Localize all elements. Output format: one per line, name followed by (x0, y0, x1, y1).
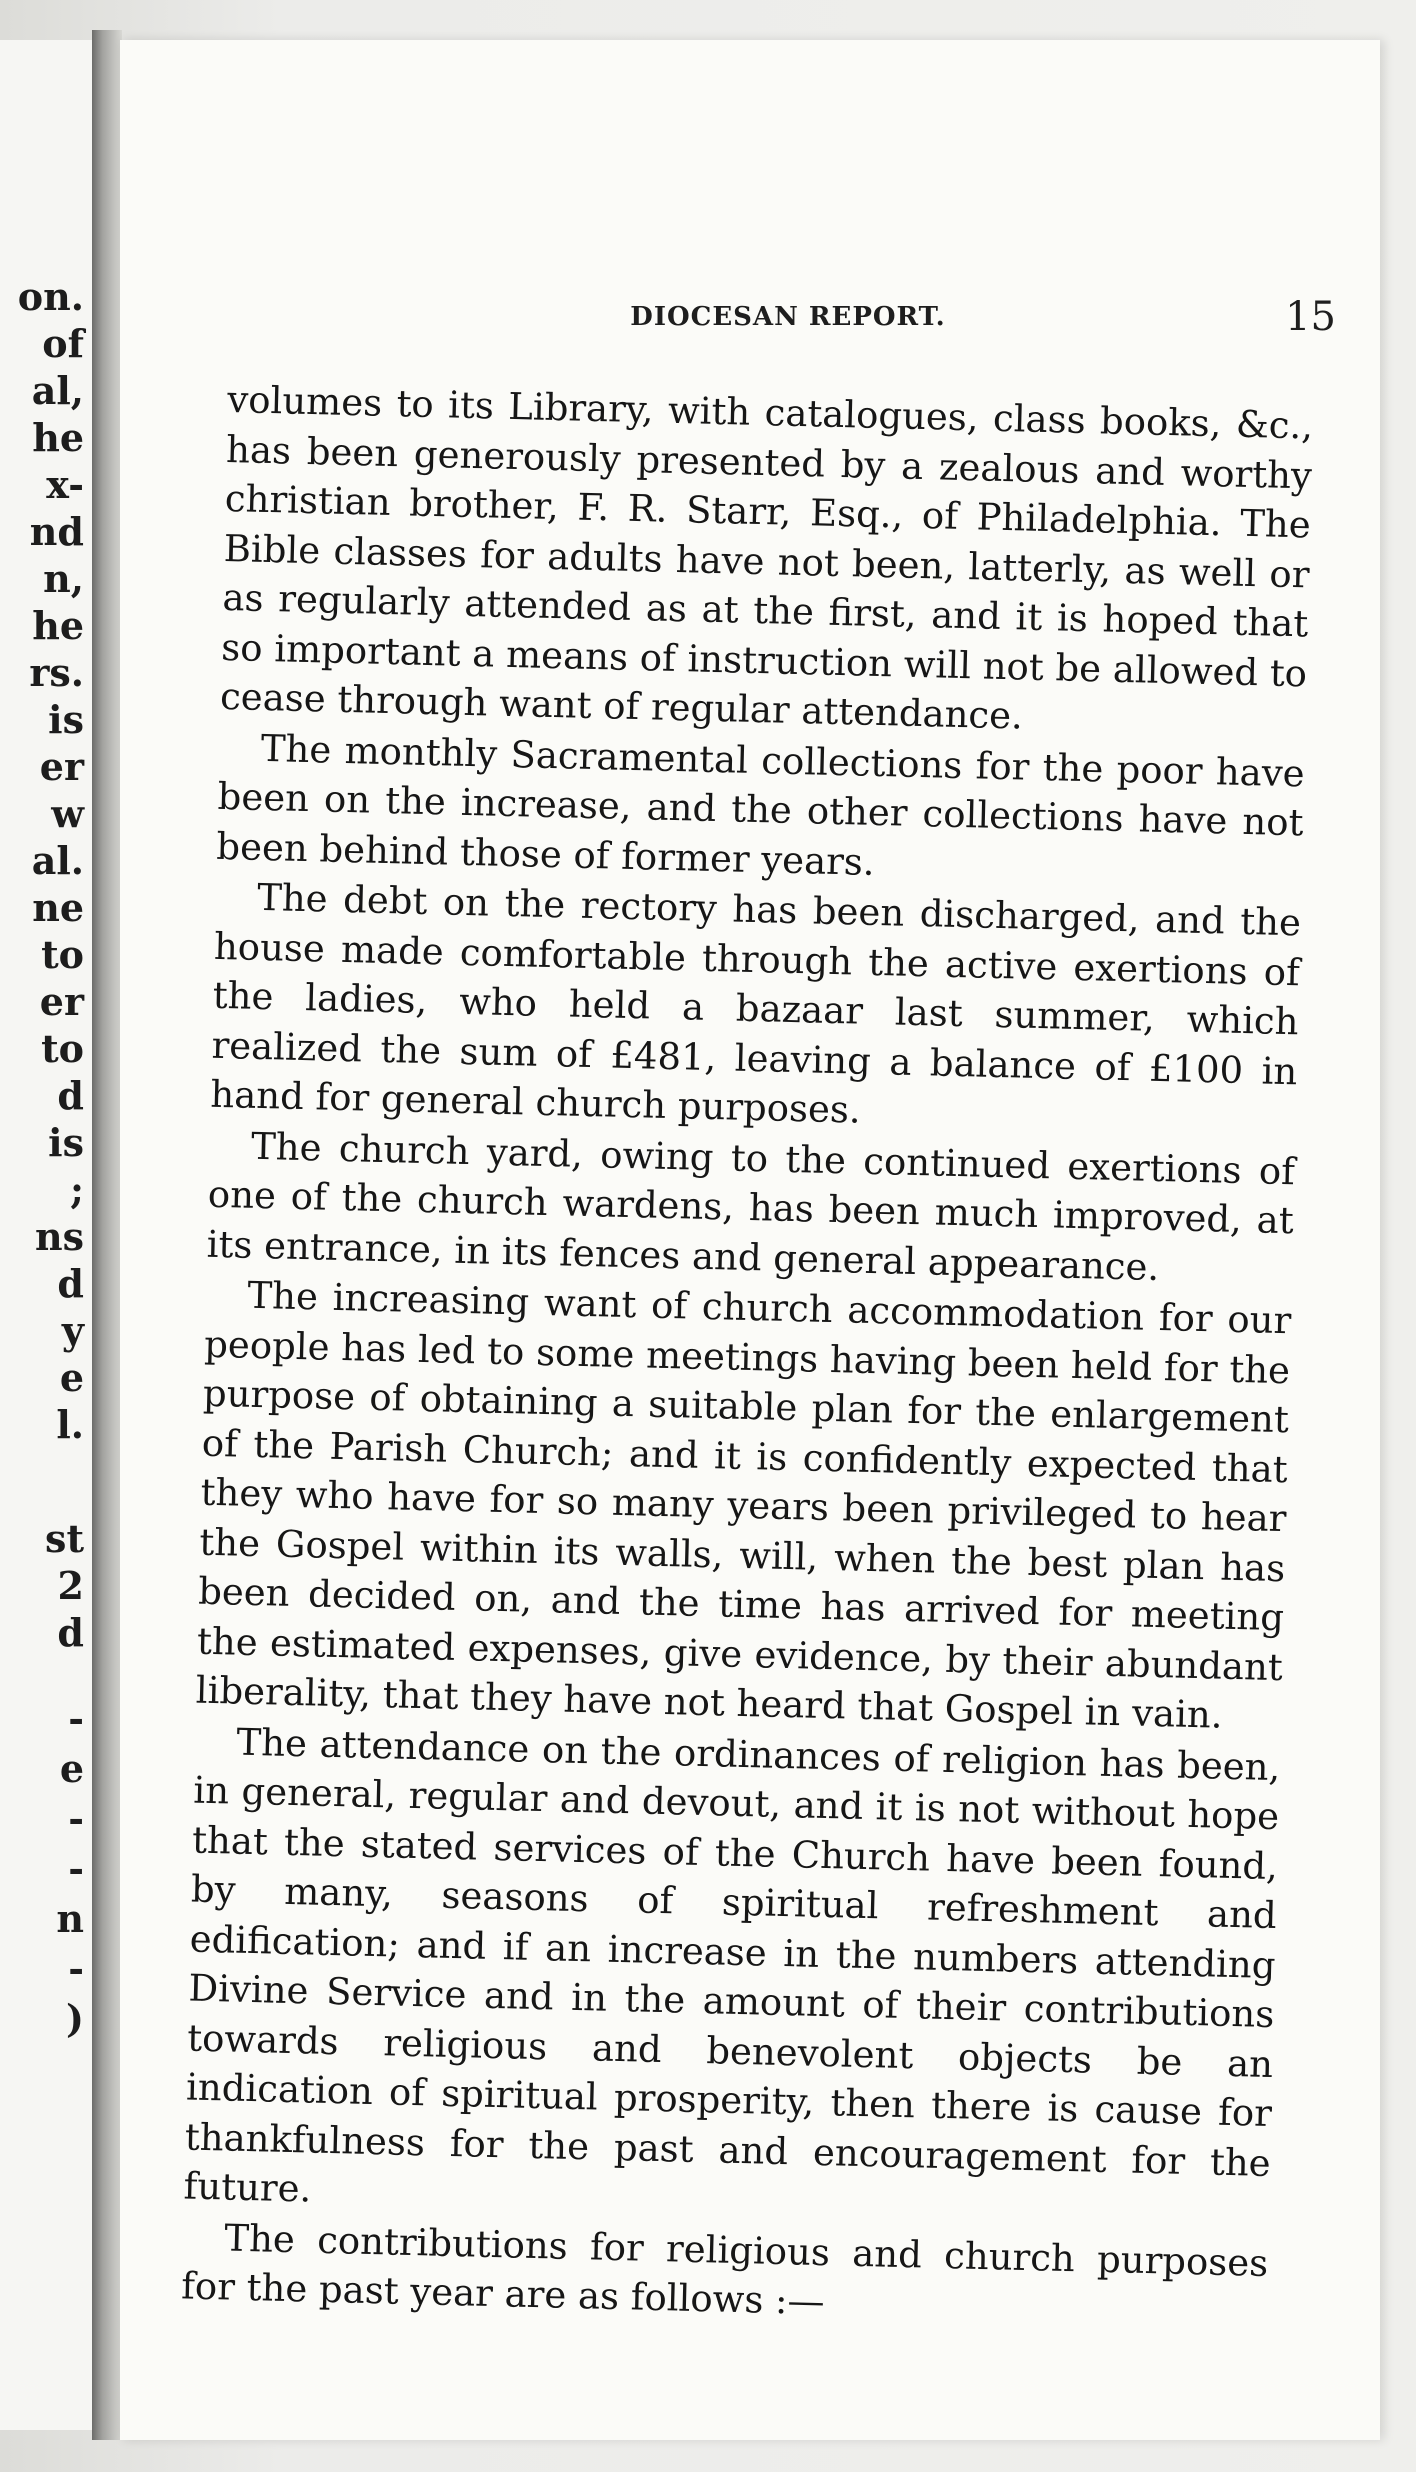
left-fragment-text: n (56, 1896, 84, 1941)
left-fragment-text: he (32, 415, 84, 460)
left-fragment-text: x- (46, 462, 84, 507)
left-fragment-text: - (68, 1796, 84, 1841)
book-binding-shadow (92, 30, 122, 2440)
paragraph: The attendance on the ordinances of religion has been, in general, regular and devout, and it is not without hope that the stated services of the Church have been found, by many, seasons of spiritual refreshment and edification; and if an increase in the numbers attending Divine Service and in the amount of their contributions towards religious and benevolent objects be an indication of spiritual prosperity, then there is cause for thankfulness for the past and encouragement for the future. (183, 1720, 1281, 2211)
left-fragment-text: ne (32, 885, 84, 930)
left-fragment-text: e (59, 1746, 84, 1791)
paragraph: The contributions for religious and church purposes for the past year are as follows :— (180, 2215, 1269, 2324)
left-fragment-text: w (51, 791, 84, 836)
main-page (120, 40, 1380, 2440)
left-fragment-text: d (57, 1261, 84, 1306)
paragraph: The increasing want of church accommodation for our people has led to some meetings having been held for the purpose of obtaining a suitable plan for the enlargement of the Parish Church; and it is confidently expected that they who have for so many years been privileged to hear the Gospel within its walls, will, when the best plan has been decided on, and the time has arrived for meeting the estimated expenses, give evidence, by their abundant liberality, that they have not heard that Gospel in vain. (195, 1273, 1292, 1737)
left-fragment-text: l. (56, 1402, 84, 1447)
left-fragment-text: st (45, 1516, 84, 1561)
left-fragment-text: e (59, 1355, 84, 1400)
left-fragment-text: ; (69, 1167, 84, 1212)
left-fragment-text: he (32, 603, 84, 648)
left-fragment-text: of (42, 321, 84, 366)
left-fragment-text: y (61, 1308, 84, 1353)
left-fragment-text: on. (17, 274, 84, 319)
page-header (240, 294, 1336, 362)
left-fragment-text: to (41, 1026, 84, 1071)
left-fragment-text: to (41, 932, 84, 977)
left-fragment-text: al, (31, 368, 84, 413)
left-fragment-text: d (57, 1610, 84, 1655)
left-fragment-text: is (48, 697, 84, 742)
left-fragment-text: er (39, 744, 84, 789)
left-fragment-text: ) (66, 1996, 84, 2041)
left-fragment-text: rs. (29, 650, 84, 695)
left-fragment-text: ns (34, 1214, 84, 1259)
paragraph: The church yard, owing to the continued exertions of one of the church wardens, has been much improved, at its entrance, in its fences and general appearance. (206, 1124, 1296, 1289)
left-fragment-text: n, (43, 556, 84, 601)
running-title: DIOCESAN REPORT. (630, 302, 946, 332)
body-text (180, 375, 1314, 2324)
left-fragment-text: nd (29, 509, 84, 554)
left-fragment-text: al. (31, 838, 84, 883)
left-fragment-text: d (57, 1073, 84, 1118)
left-fragment-text: - (68, 1946, 84, 1991)
paragraph: volumes to its Library, with catalogues, class books, &c., has been generously presented by a zealous and worthy christian brother, F. R. Starr, Esq., of Philadelphia. The Bible classes for adults have not been, latterly, as well or as regularly attended as at the first, and it is hoped that so important a means of instruction will not be allowed to cease through want of regular attendance. (219, 377, 1314, 738)
left-page-fragment (0, 40, 92, 2430)
left-fragment-text: - (68, 1696, 84, 1741)
left-fragment-text: is (48, 1120, 84, 1165)
page-number: 15 (1285, 294, 1336, 340)
paragraph: The debt on the rectory has been discharged, and the house made comfortable through the active exertions of the ladies, who held a bazaar last summer, which realized the sum of £481, leaving a balance of £100 in hand for general church purposes. (209, 875, 1302, 1132)
paragraph: The monthly Sacramental collections for the poor have been on the increase, and the other collections have not been behind those of former years. (215, 726, 1306, 884)
left-fragment-text: er (39, 979, 84, 1024)
left-fragment-text: - (68, 1846, 84, 1891)
left-fragment-text: 2 (57, 1563, 84, 1608)
